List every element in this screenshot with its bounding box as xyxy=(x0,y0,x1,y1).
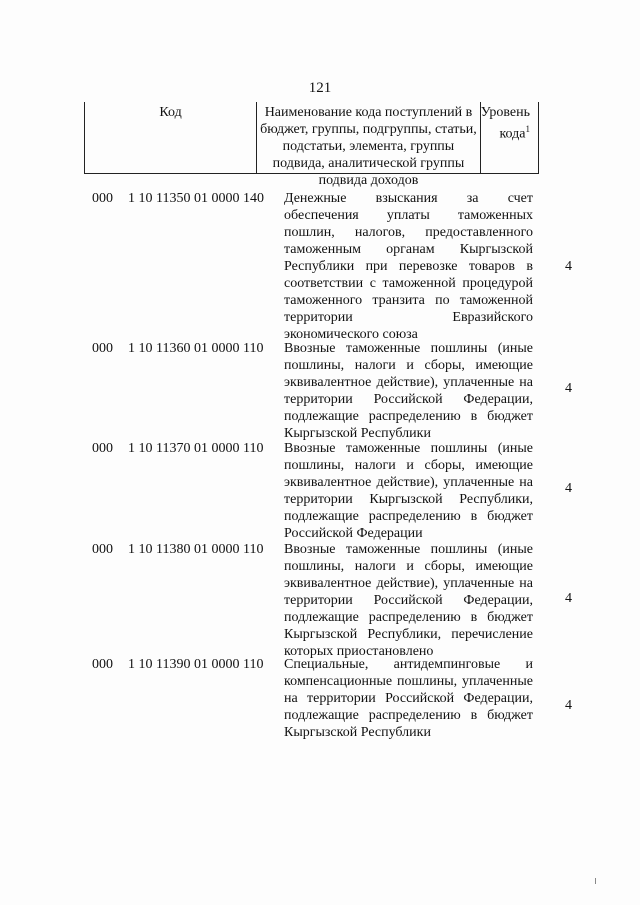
row-code: 1 10 11380 01 0000 110 xyxy=(128,542,264,557)
scan-artifact xyxy=(595,878,596,884)
row-level: 4 xyxy=(565,259,572,274)
row-admin-code: 000 xyxy=(92,441,113,456)
row-description: Ввозные таможенные пошлины (иные пошлины, налоги и сборы, имеющие эквивалентное действие), уплаченные на территории Кыргызской Республики, подлежащие распределению в бюджет Российской Федерации xyxy=(284,441,533,541)
row-admin-code: 000 xyxy=(92,657,113,672)
row-admin-code: 000 xyxy=(92,341,113,356)
row-description: Специальные, антидемпинговые и компенсационные пошлины, уплаченные на территории Российской Федерации, подлежащие распределению в бюджет Кыргызской Республики xyxy=(284,657,533,740)
table-header xyxy=(84,102,539,188)
row-code: 1 10 11370 01 0000 110 xyxy=(128,441,264,456)
row-level: 4 xyxy=(565,481,572,496)
row-level: 4 xyxy=(565,698,572,713)
row-code: 1 10 11360 01 0000 110 xyxy=(128,341,264,356)
header-code: Код xyxy=(85,102,257,173)
header-level-footnote: 1 xyxy=(525,124,530,134)
page-number: 121 xyxy=(308,80,332,96)
header-level xyxy=(481,102,538,173)
header-name: Наименование кода поступлений в бюджет, группы, подгруппы, статьи, подстатьи, элемента, группы подвида, аналитической группы подвида доходов xyxy=(257,102,480,173)
row-level: 4 xyxy=(565,381,572,396)
header-level-label: Уровень кода xyxy=(480,105,530,142)
row-description: Ввозные таможенные пошлины (иные пошлины, налоги и сборы, имеющие эквивалентное действие), уплаченные на территории Российской Федерации, подлежащие распределению в бюджет Кыргызской Республики xyxy=(284,341,533,441)
row-code: 1 10 11350 01 0000 140 xyxy=(128,191,264,206)
row-description: Денежные взыскания за счет обеспечения уплаты таможенных пошлин, налогов, предоставленного таможенным органам Кыргызской Республики при перевозке товаров в соответствии с таможенной процедурой таможенного транзита по таможенной территории Евразийского экономического союза xyxy=(284,191,533,342)
row-level: 4 xyxy=(565,591,572,606)
row-admin-code: 000 xyxy=(92,191,113,206)
row-code: 1 10 11390 01 0000 110 xyxy=(128,657,264,672)
row-description: Ввозные таможенные пошлины (иные пошлины, налоги и сборы, имеющие эквивалентное действие), уплаченные на территории Российской Федерации, подлежащие распределению в бюджет Кыргызской Республики, перечисление которых приостановлено xyxy=(284,542,533,659)
row-admin-code: 000 xyxy=(92,542,113,557)
